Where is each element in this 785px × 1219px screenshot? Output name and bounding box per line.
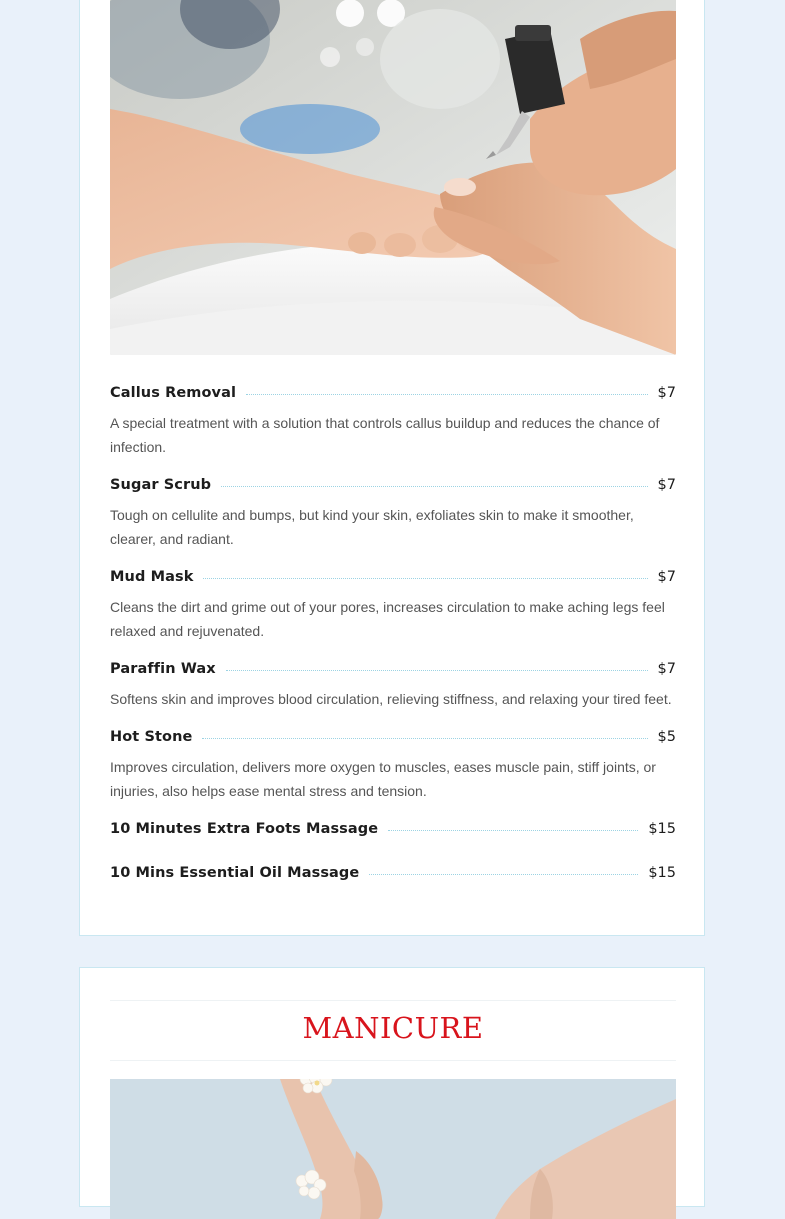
dotted-leader [202,738,647,739]
dotted-leader [246,394,648,395]
menu-item-price: $7 [657,661,676,677]
menu-item-name: Paraffin Wax [110,661,216,677]
menu-item-name: Hot Stone [110,729,193,745]
menu-item-price: $7 [657,385,676,401]
menu-item-name: Mud Mask [110,569,194,585]
menu-item [110,861,676,885]
manicure-card [79,967,705,1207]
menu-item-description: Improves circulation, delivers more oxygen to muscles, eases muscle pain, stiff joints, or injuries, also helps ease mental stress and tension. [110,759,656,799]
title-divider-top [110,1000,676,1001]
menu-item-price: $15 [648,865,676,881]
title-divider-bottom [110,1060,676,1061]
pedicure-photo [110,0,676,355]
menu-item-price: $7 [657,569,676,585]
menu-item-header [110,657,676,681]
dotted-leader [203,578,647,579]
menu-item [110,565,676,643]
manicure-photo [110,1079,676,1219]
menu-item-name: 10 Mins Essential Oil Massage [110,865,360,881]
menu-item-price: $7 [657,477,676,493]
dotted-leader [226,670,648,671]
pedicure-menu [110,381,676,905]
menu-item-price: $5 [657,729,676,745]
dotted-leader [369,874,638,875]
menu-item-header [110,381,676,405]
menu-item-price: $15 [648,821,676,837]
menu-item [110,473,676,551]
menu-item [110,657,676,711]
menu-item-description: Softens skin and improves blood circulation, relieving stiffness, and relaxing your tired feet. [110,691,672,707]
pedicure-card [79,0,705,936]
menu-item-header [110,565,676,589]
menu-item-name: 10 Minutes Extra Foots Massage [110,821,379,837]
menu-item-header [110,725,676,749]
menu-item [110,381,676,459]
menu-item-name: Callus Removal [110,385,237,401]
menu-item [110,817,676,841]
menu-item-description: Cleans the dirt and grime out of your pores, increases circulation to make aching legs feel relaxed and rejuvenated. [110,599,665,639]
menu-item-description: A special treatment with a solution that controls callus buildup and reduces the chance of infection. [110,415,660,455]
menu-item-description: Tough on cellulite and bumps, but kind your skin, exfoliates skin to make it smoother, clearer, and radiant. [110,507,634,547]
menu-item-header [110,861,676,885]
dotted-leader [221,486,647,487]
menu-item-header [110,473,676,497]
menu-item [110,725,676,803]
section-title: MANICURE [302,1011,484,1045]
menu-item-header [110,817,676,841]
menu-item-name: Sugar Scrub [110,477,212,493]
dotted-leader [388,830,638,831]
